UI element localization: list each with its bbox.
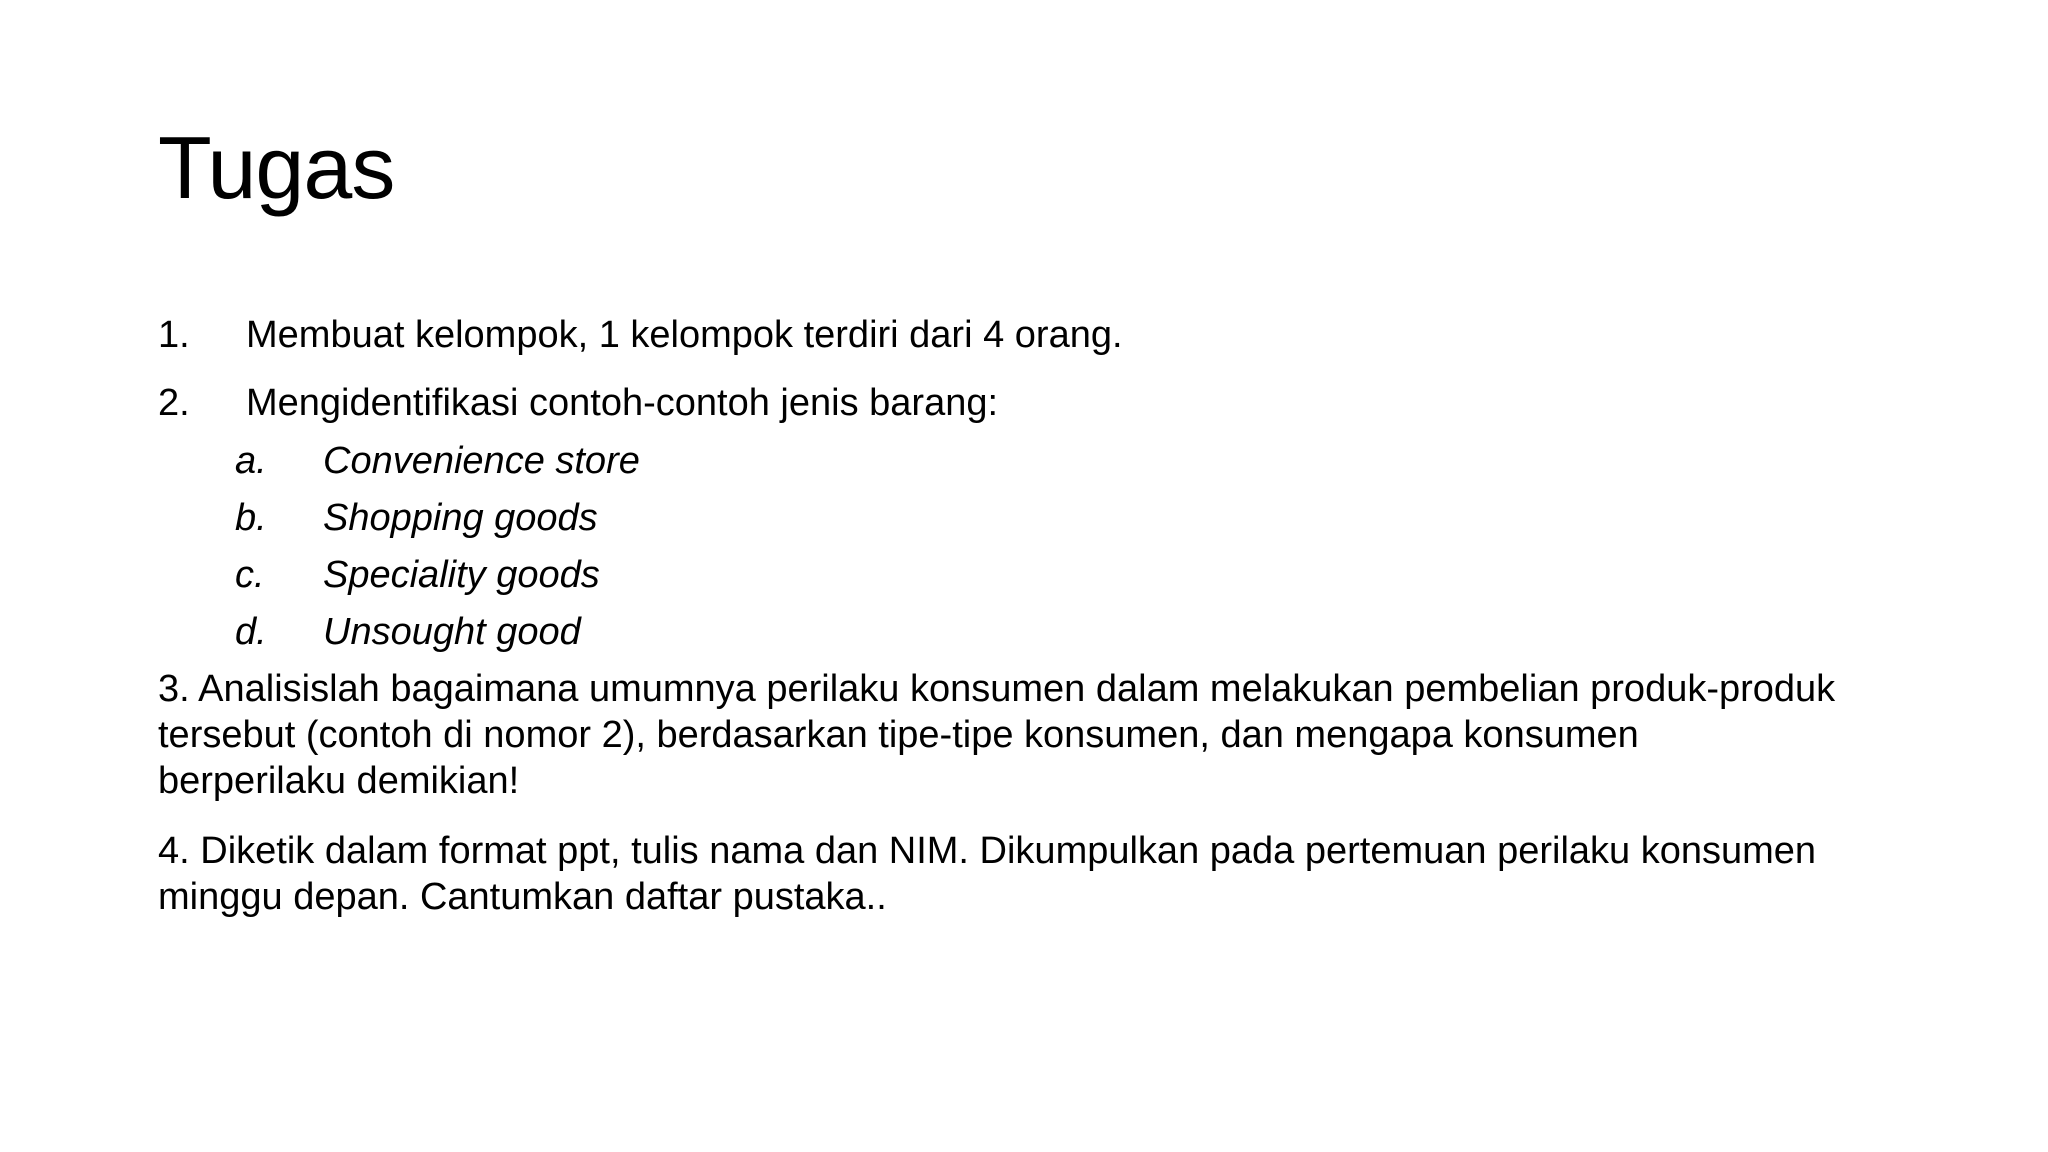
slide-content — [158, 312, 1938, 920]
paragraph-line: 4. Diketik dalam format ppt, tulis nama dan NIM. Dikumpulkan pada pertemuan perilaku konsumen — [158, 830, 1817, 872]
sub-list-item — [158, 552, 1938, 598]
sub-list-letter: d. — [235, 611, 267, 653]
list-item-text: Membuat kelompok, 1 kelompok terdiri dari 4 orang. — [246, 314, 1123, 356]
slide-title: Tugas — [158, 118, 395, 217]
sub-list-text: Shopping goods — [323, 497, 598, 539]
sub-list-text: Unsought good — [323, 611, 581, 653]
paragraph-instructions — [158, 828, 1938, 920]
sub-list-text: Speciality goods — [323, 554, 600, 596]
paragraph-line: minggu depan. Cantumkan daftar pustaka.. — [158, 876, 887, 918]
sub-list-letter: b. — [235, 497, 267, 539]
paragraph-line: 3. Analisislah bagaimana umumnya perilaku konsumen dalam melakukan pembelian produk-produk — [158, 668, 1836, 710]
sub-list-letter: c. — [235, 554, 265, 596]
list-item-text: Mengidentifikasi contoh-contoh jenis barang: — [246, 382, 999, 424]
sub-list-letter: a. — [235, 440, 267, 482]
sub-list-item — [158, 609, 1938, 655]
sub-list — [158, 438, 1938, 655]
list-item — [158, 312, 1938, 358]
list-item — [158, 380, 1938, 426]
paragraph-analysis — [158, 666, 1938, 804]
sub-list-item — [158, 495, 1938, 541]
paragraph-line: tersebut (contoh di nomor 2), berdasarkan tipe-tipe konsumen, dan mengapa konsumen — [158, 714, 1639, 756]
paragraph-line: berperilaku demikian! — [158, 760, 520, 802]
list-number: 1. — [158, 314, 190, 356]
sub-list-text: Convenience store — [323, 440, 640, 482]
sub-list-item — [158, 438, 1938, 484]
list-number: 2. — [158, 382, 190, 424]
